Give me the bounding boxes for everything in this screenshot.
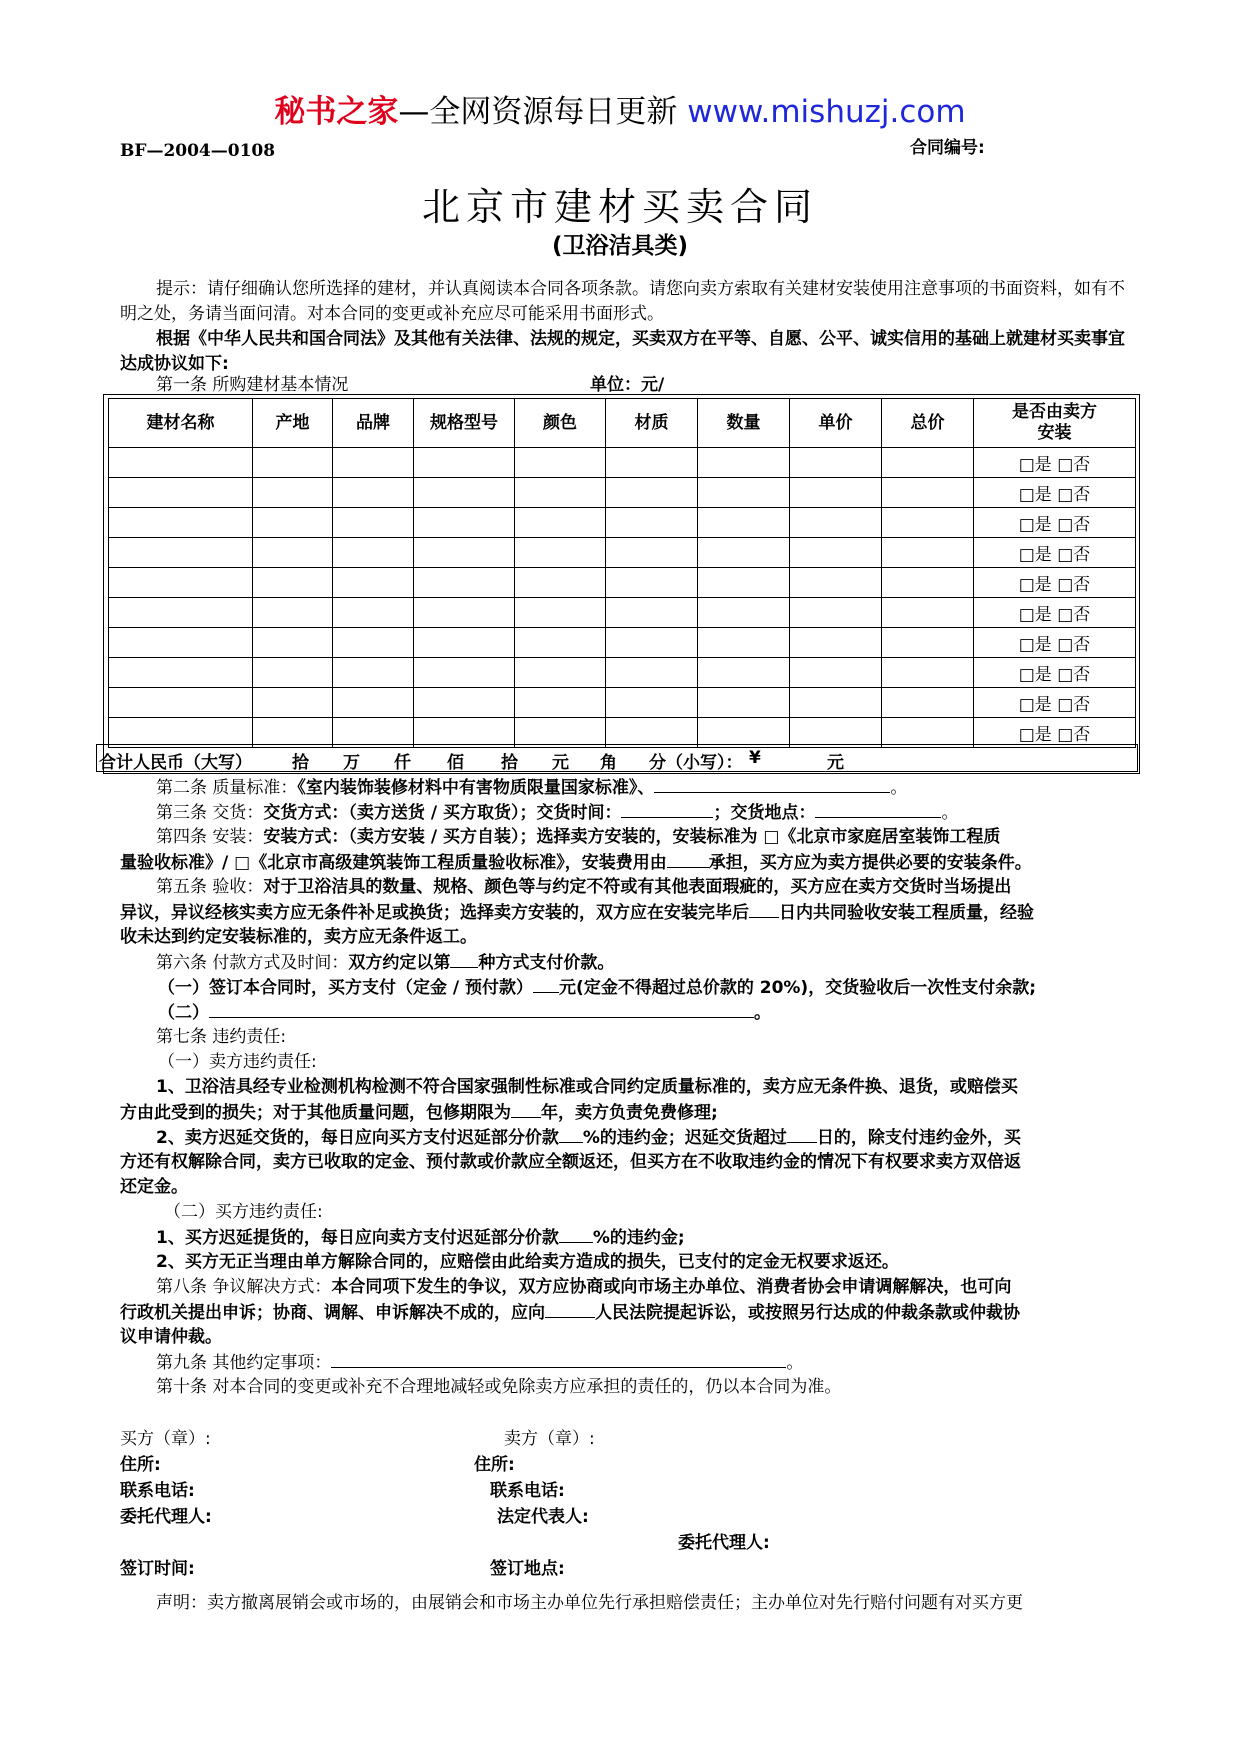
article-5-line-3: 收未达到约定安装标准的，卖方应无条件返工。 xyxy=(120,927,477,947)
table-row xyxy=(109,598,1136,628)
article-4-text: 承担，买方应为卖方提供必要的安装条件。 xyxy=(708,853,1032,873)
article-3-text: 交货方式：（卖方送货 / 买方取货）；交货时间： xyxy=(263,803,622,823)
install-option-cell[interactable]: □是 □否 xyxy=(974,508,1136,538)
table-cell[interactable] xyxy=(414,538,515,568)
article-6-text: 种方式支付价款。 xyxy=(478,953,615,973)
table-cell[interactable] xyxy=(414,718,515,748)
article-8-line-2 xyxy=(120,1300,1020,1326)
install-option-cell[interactable]: □是 □否 xyxy=(974,598,1136,628)
table-cell[interactable] xyxy=(698,478,790,508)
table-cell[interactable] xyxy=(515,538,606,568)
table-row xyxy=(109,628,1136,658)
table-cell[interactable] xyxy=(882,568,974,598)
table-cell[interactable] xyxy=(606,448,698,478)
table-cell[interactable] xyxy=(698,718,790,748)
table-cell[interactable] xyxy=(606,598,698,628)
article-7-text: 日的，除支付违约金外，买 xyxy=(816,1128,1021,1148)
table-row xyxy=(109,538,1136,568)
header-material: 材质 xyxy=(606,399,698,448)
table-cell[interactable] xyxy=(698,538,790,568)
table-header-row xyxy=(109,399,1136,448)
header-origin: 产地 xyxy=(253,399,333,448)
install-option-cell[interactable]: □是 □否 xyxy=(974,478,1136,508)
table-cell[interactable] xyxy=(606,538,698,568)
table-row xyxy=(109,718,1136,748)
article-6-option-2 xyxy=(158,1000,771,1026)
table-cell[interactable] xyxy=(253,568,333,598)
table-cell[interactable] xyxy=(109,718,253,748)
table-cell[interactable] xyxy=(109,628,253,658)
banner-slogan: —全网资源每日更新 xyxy=(398,94,688,130)
seller-liability-2-line-3: 还定金。 xyxy=(120,1177,188,1197)
table-cell[interactable] xyxy=(414,478,515,508)
table-cell[interactable] xyxy=(515,508,606,538)
article-8-text: 行政机关提出申诉；协商、调解、申诉解决不成的，应向 xyxy=(120,1303,545,1323)
header-brand: 品牌 xyxy=(333,399,414,448)
table-cell[interactable] xyxy=(253,598,333,628)
article-4 xyxy=(120,825,1000,850)
seller-address-label: 住所: xyxy=(474,1455,515,1475)
header-total-price: 总价 xyxy=(882,399,974,448)
install-option-cell[interactable]: □是 □否 xyxy=(974,448,1136,478)
table-row xyxy=(109,658,1136,688)
article-8-text: 人民法院提起诉讼，或按照另行达成的仲裁条款或仲裁协 xyxy=(595,1303,1020,1323)
table-cell[interactable] xyxy=(515,478,606,508)
table-cell[interactable] xyxy=(606,658,698,688)
table-cell[interactable] xyxy=(606,688,698,718)
install-option-cell[interactable]: □是 □否 xyxy=(974,688,1136,718)
buyer-liability-1 xyxy=(120,1225,685,1251)
table-cell[interactable] xyxy=(882,508,974,538)
table-cell[interactable] xyxy=(253,688,333,718)
table-cell[interactable] xyxy=(882,478,974,508)
article-2-label: 第二条 质量标准： xyxy=(156,778,298,798)
table-cell[interactable] xyxy=(109,568,253,598)
buyer-address-label: 住所: xyxy=(120,1455,161,1475)
article-5-text: 对于卫浴洁具的数量、规格、颜色等与约定不符或有其他表面瑕疵的，买方应在卖方交货时当场提出 xyxy=(263,877,1012,897)
article-3-end: 。 xyxy=(941,803,959,823)
article-8 xyxy=(120,1275,1011,1300)
table-cell[interactable] xyxy=(882,718,974,748)
article-7-text: %的违约金；迟延交货超过 xyxy=(582,1128,787,1148)
blank-field[interactable] xyxy=(815,800,941,818)
document-subtitle: (卫浴洁具类) xyxy=(551,233,689,259)
basis-paragraph: 根据《中华人民共和国合同法》及其他有关法律、法规的规定，买卖双方在平等、自愿、公平、诚实信用的基础上就建材买卖事宜达成协议如下: xyxy=(120,329,1125,374)
table-cell[interactable] xyxy=(606,718,698,748)
sign-time-label: 签订时间: xyxy=(120,1559,195,1579)
blank-field[interactable] xyxy=(559,1225,593,1243)
table-row xyxy=(109,688,1136,718)
table-cell[interactable] xyxy=(790,538,882,568)
table-cell[interactable] xyxy=(333,478,414,508)
unit-label: 单位：元/ xyxy=(590,375,665,395)
buyer-liability-head: （二）买方违约责任: xyxy=(164,1202,323,1222)
article-7-text: %的违约金; xyxy=(592,1228,685,1248)
table-cell[interactable] xyxy=(882,448,974,478)
blank-field[interactable] xyxy=(533,975,559,993)
buyer-liability-2: 2、买方无正当理由单方解除合同的，应赔偿由此给卖方造成的损失，已支付的定金无权要求返还。 xyxy=(156,1252,899,1272)
seller-liability-2 xyxy=(120,1125,1021,1151)
table-cell[interactable] xyxy=(515,628,606,658)
table-cell[interactable] xyxy=(333,538,414,568)
statement-paragraph: 声明：卖方撤离展销会或市场的，由展销会和市场主办单位先行承担赔偿责任；主办单位对先行赔付问题有对买方更 xyxy=(156,1593,1023,1613)
article-3 xyxy=(120,800,958,826)
article-4-label: 第四条 安装： xyxy=(156,827,264,847)
article-7-label: 第七条 违约责任: xyxy=(156,1027,287,1047)
article-9-end: 。 xyxy=(786,1353,804,1373)
install-option-cell[interactable]: □是 □否 xyxy=(974,568,1136,598)
article-10: 第十条 对本合同的变更或补充不合理地减轻或免除卖方应承担的责任的，仍以本合同为准。 xyxy=(156,1377,842,1397)
table-cell[interactable] xyxy=(333,628,414,658)
table-cell[interactable] xyxy=(515,658,606,688)
table-cell[interactable] xyxy=(698,628,790,658)
blank-field[interactable] xyxy=(331,1350,786,1368)
article-6 xyxy=(120,950,614,976)
table-cell[interactable] xyxy=(882,538,974,568)
blank-field[interactable] xyxy=(667,850,709,868)
table-cell[interactable] xyxy=(698,508,790,538)
table-cell[interactable] xyxy=(333,598,414,628)
table-cell[interactable] xyxy=(109,538,253,568)
document-title: 北京市建材买卖合同 xyxy=(421,185,818,229)
table-cell[interactable] xyxy=(414,688,515,718)
seller-phone-label: 联系电话: xyxy=(490,1481,565,1501)
article-6-text: （二） xyxy=(158,1003,209,1023)
article-6-text: 双方约定以第 xyxy=(348,953,451,973)
table-cell[interactable] xyxy=(790,448,882,478)
table-cell[interactable] xyxy=(414,448,515,478)
total-row xyxy=(96,744,1138,772)
article-6-label: 第六条 付款方式及时间： xyxy=(156,953,349,973)
table-cell[interactable] xyxy=(253,478,333,508)
install-option-cell[interactable]: □是 □否 xyxy=(974,718,1136,748)
table-cell[interactable] xyxy=(698,688,790,718)
header-install xyxy=(974,399,1136,448)
header-unit-price: 单价 xyxy=(790,399,882,448)
table-cell[interactable] xyxy=(882,658,974,688)
article-5-text: 异议，异议经核实卖方应无条件补足或换货；选择卖方安装的，双方应在安装完毕后 xyxy=(120,903,749,923)
table-cell[interactable] xyxy=(414,628,515,658)
table-cell[interactable] xyxy=(253,508,333,538)
total-unit: 仟 xyxy=(394,753,411,773)
article-2-text: 《室内装饰装修材料中有害物质限量国家标准》、 xyxy=(297,778,655,798)
article-5-line-2 xyxy=(120,900,1034,926)
blank-field[interactable] xyxy=(545,1300,595,1318)
table-cell[interactable] xyxy=(790,478,882,508)
table-cell[interactable] xyxy=(790,718,882,748)
table-cell[interactable] xyxy=(606,628,698,658)
table-cell[interactable] xyxy=(515,598,606,628)
total-unit: 佰 xyxy=(447,753,464,773)
table-cell[interactable] xyxy=(698,658,790,688)
blank-field[interactable] xyxy=(209,1000,754,1018)
article-5 xyxy=(120,875,1011,900)
blank-field[interactable] xyxy=(787,1125,817,1143)
header-quantity: 数量 xyxy=(698,399,790,448)
table-cell[interactable] xyxy=(414,508,515,538)
table-cell[interactable] xyxy=(253,628,333,658)
table-cell[interactable] xyxy=(414,598,515,628)
article-6-option-1 xyxy=(158,975,1036,1001)
article-5-label: 第五条 验收： xyxy=(156,877,264,897)
article-9 xyxy=(120,1350,803,1376)
seller-liability-head: （一）卖方违约责任: xyxy=(158,1052,317,1072)
article-1-text: 第一条 所购建材基本情况 xyxy=(156,375,349,395)
table-cell[interactable] xyxy=(790,658,882,688)
blank-field[interactable] xyxy=(450,950,478,968)
table-cell[interactable] xyxy=(109,598,253,628)
blank-field[interactable] xyxy=(559,1125,583,1143)
table-cell[interactable] xyxy=(333,658,414,688)
install-option-cell[interactable]: □是 □否 xyxy=(974,538,1136,568)
total-unit: 元 xyxy=(552,753,569,773)
buyer-phone-label: 联系电话: xyxy=(120,1481,195,1501)
article-8-line-3: 议申请仲裁。 xyxy=(120,1327,222,1347)
article-7-text: 方由此受到的损失；对于其他质量问题，包修期限为 xyxy=(120,1103,511,1123)
table-cell[interactable] xyxy=(414,568,515,598)
table-cell[interactable] xyxy=(515,448,606,478)
table-cell[interactable] xyxy=(333,448,414,478)
table-cell[interactable] xyxy=(515,718,606,748)
article-3-text: ；交货地点： xyxy=(713,803,816,823)
article-4-text: 安装方式：（卖方安装 / 买方自装）；选择卖方安装的，安装标准为 □《北京市家庭居室装饰工程质 xyxy=(263,827,1001,847)
total-label: 合计人民币（大写） xyxy=(99,753,252,773)
table-cell[interactable] xyxy=(882,688,974,718)
total-unit: 拾 xyxy=(292,753,309,773)
total-unit: 角 xyxy=(600,753,617,773)
tip-paragraph: 提示：请仔细确认您所选择的建材，并认真阅读本合同各项条款。请您向卖方索取有关建材安装使用注意事项的书面资料，如有不明之处，务请当面问清。对本合同的变更或补充应尽可能采用书面形式。 xyxy=(120,279,1125,324)
table-cell[interactable] xyxy=(790,598,882,628)
table-cell[interactable] xyxy=(882,598,974,628)
install-option-cell[interactable]: □是 □否 xyxy=(974,628,1136,658)
article-4-text: 量验收标准》/ □《北京市高级建筑装饰工程质量验收标准》，安装费用由 xyxy=(120,853,667,873)
table-cell[interactable] xyxy=(515,688,606,718)
article-6-text: 元(定金不得超过总价款的 20%)，交货验收后一次性支付余款; xyxy=(559,978,1036,998)
header-name: 建材名称 xyxy=(109,399,253,448)
article-2 xyxy=(120,775,907,801)
table-cell[interactable] xyxy=(606,478,698,508)
table-cell[interactable] xyxy=(109,658,253,688)
header-spec: 规格型号 xyxy=(414,399,515,448)
seller-liability-1: 1、卫浴洁具经专业检测机构检测不符合国家强制性标准或合同约定质量标准的，卖方应无条件换、退货，或赔偿买 xyxy=(156,1077,1018,1097)
table-cell[interactable] xyxy=(253,448,333,478)
article-8-label: 第八条 争议解决方式： xyxy=(156,1277,332,1297)
table-cell[interactable] xyxy=(109,688,253,718)
sign-place-label: 签订地点: xyxy=(490,1559,565,1579)
table-cell[interactable] xyxy=(414,658,515,688)
seller-liability-1-line-2 xyxy=(120,1100,718,1126)
banner-brand: 秘书之家 xyxy=(274,94,399,130)
table-cell[interactable] xyxy=(109,508,253,538)
seller-agent-label: 委托代理人: xyxy=(678,1533,770,1553)
article-9-label: 第九条 其他约定事项： xyxy=(156,1353,332,1373)
site-banner xyxy=(0,92,1240,132)
total-unit: 拾 xyxy=(501,753,518,773)
total-unit: 分（小写）： xyxy=(649,753,743,773)
table-cell[interactable] xyxy=(253,718,333,748)
table-cell[interactable] xyxy=(790,508,882,538)
total-yuan-sign: ¥ xyxy=(749,748,761,768)
table-cell[interactable] xyxy=(333,718,414,748)
article-3-label: 第三条 交货： xyxy=(156,803,264,823)
article-5-text: 日内共同验收安装工程质量，经验 xyxy=(779,903,1034,923)
article-6-end: 。 xyxy=(754,1003,771,1023)
table-cell[interactable] xyxy=(790,628,882,658)
table-cell[interactable] xyxy=(253,658,333,688)
table-cell[interactable] xyxy=(698,568,790,598)
table-cell[interactable] xyxy=(333,508,414,538)
table-row xyxy=(109,568,1136,598)
table-cell[interactable] xyxy=(606,568,698,598)
table-cell[interactable] xyxy=(882,628,974,658)
table-cell[interactable] xyxy=(698,448,790,478)
table-cell[interactable] xyxy=(333,688,414,718)
article-6-text: （一）签订本合同时，买方支付（定金 / 预付款） xyxy=(158,978,534,998)
table-cell[interactable] xyxy=(253,538,333,568)
install-option-cell[interactable]: □是 □否 xyxy=(974,658,1136,688)
table-cell[interactable] xyxy=(698,598,790,628)
table-row xyxy=(109,508,1136,538)
blank-field[interactable] xyxy=(621,800,713,818)
article-7-text: 1、买方迟延提货的，每日应向卖方支付迟延部分价款 xyxy=(156,1228,559,1248)
buyer-agent-label: 委托代理人: xyxy=(120,1507,212,1527)
seller-legal-rep-label: 法定代表人: xyxy=(497,1507,589,1527)
table-cell[interactable] xyxy=(333,568,414,598)
document-number: BF—2004—0108 xyxy=(120,141,276,161)
table-row xyxy=(109,478,1136,508)
total-unit: 元 xyxy=(827,753,844,773)
blank-field[interactable] xyxy=(749,900,779,918)
header-install-text: 是否由卖方安装 xyxy=(1012,402,1097,443)
article-2-end: 。 xyxy=(890,778,908,798)
blank-field[interactable] xyxy=(654,775,890,793)
table-cell[interactable] xyxy=(606,508,698,538)
table-cell[interactable] xyxy=(790,568,882,598)
article-4-line-2 xyxy=(120,850,1032,876)
banner-url[interactable]: www.mishuzj.com xyxy=(687,94,966,130)
article-7-text: 2、卖方迟延交货的，每日应向买方支付迟延部分价款 xyxy=(156,1128,559,1148)
contract-number-label: 合同编号: xyxy=(910,138,985,158)
table-cell[interactable] xyxy=(109,448,253,478)
goods-table xyxy=(108,398,1136,748)
buyer-seal-label: 买方（章）: xyxy=(120,1429,211,1449)
article-8-text: 本合同项下发生的争议，双方应协商或向市场主办单位、消费者协会申请调解解决，也可向 xyxy=(331,1277,1012,1297)
table-cell[interactable] xyxy=(515,568,606,598)
table-cell[interactable] xyxy=(109,478,253,508)
seller-seal-label: 卖方（章）: xyxy=(504,1429,595,1449)
header-color: 颜色 xyxy=(515,399,606,448)
table-row xyxy=(109,448,1136,478)
article-7-text: 年，卖方负责免费修理; xyxy=(541,1103,718,1123)
blank-field[interactable] xyxy=(511,1100,541,1118)
seller-liability-2-line-2: 方还有权解除合同，卖方已收取的定金、预付款或价款应全额返还，但买方在不收取违约金的情况下有权要求卖方双倍返 xyxy=(120,1152,1021,1172)
total-unit: 万 xyxy=(343,753,360,773)
table-cell[interactable] xyxy=(790,688,882,718)
